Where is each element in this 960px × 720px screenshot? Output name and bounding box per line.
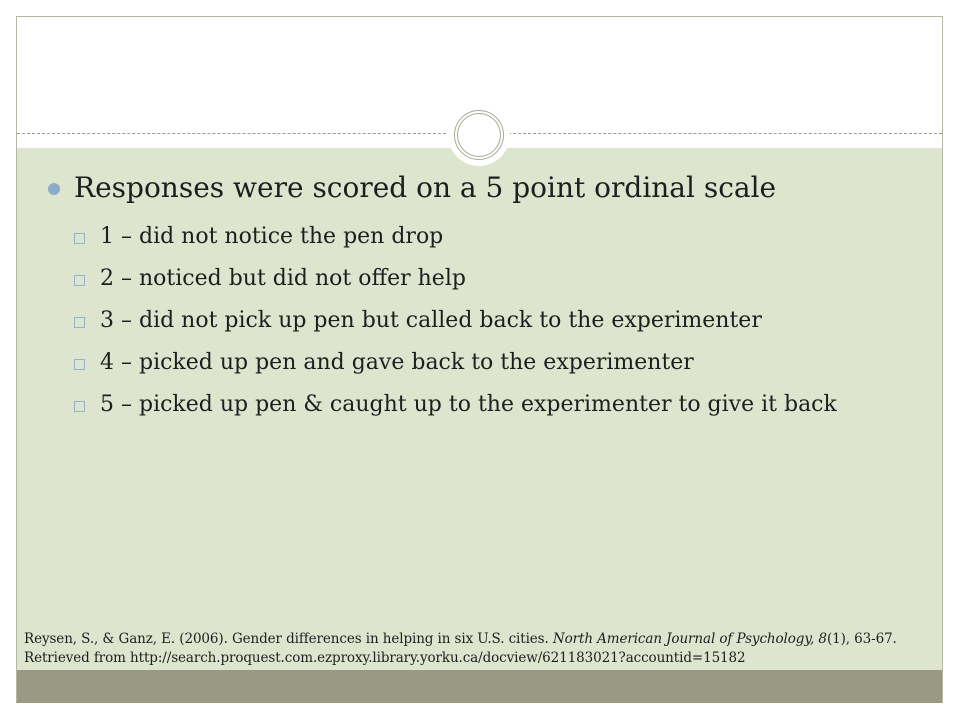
sub-bullet-list xyxy=(74,222,894,432)
sub-bullet-text: 5 – picked up pen & caught up to the experimenter to give it back xyxy=(100,392,837,417)
square-bullet-icon xyxy=(74,233,85,244)
citation-authors: Reysen, S., & Ganz, E. (2006). Gender differences in helping in six U.S. cities. xyxy=(24,631,553,647)
sub-bullet-text: 4 – picked up pen and gave back to the experimenter xyxy=(100,350,694,375)
list-item xyxy=(74,264,894,294)
list-item xyxy=(74,390,894,420)
square-bullet-icon xyxy=(74,359,85,370)
citation xyxy=(24,630,944,668)
list-item xyxy=(74,306,894,336)
footer-bar xyxy=(17,670,942,703)
citation-retrieved: Retrieved from http://search.proquest.com.ezproxy.library.yorku.ca/docview/621183021?accountid=15182 xyxy=(24,650,746,666)
main-bullet-text: Responses were scored on a 5 point ordinal scale xyxy=(74,171,777,204)
ring-ornament-icon xyxy=(448,104,510,166)
citation-journal: North American Journal of Psychology, 8 xyxy=(552,631,827,647)
list-item xyxy=(74,222,894,252)
sub-bullet-text: 3 – did not pick up pen but called back to the experimenter xyxy=(100,308,762,333)
citation-issue: (1), 63-67. xyxy=(826,631,897,647)
bullet-dot-icon xyxy=(48,183,60,195)
square-bullet-icon xyxy=(74,317,85,328)
list-item xyxy=(74,348,894,378)
square-bullet-icon xyxy=(74,275,85,286)
citation-line-1 xyxy=(24,630,944,649)
sub-bullet-text: 1 – did not notice the pen drop xyxy=(100,224,444,249)
ring-inner xyxy=(454,110,504,160)
square-bullet-icon xyxy=(74,401,85,412)
sub-bullet-text: 2 – noticed but did not offer help xyxy=(100,266,466,291)
